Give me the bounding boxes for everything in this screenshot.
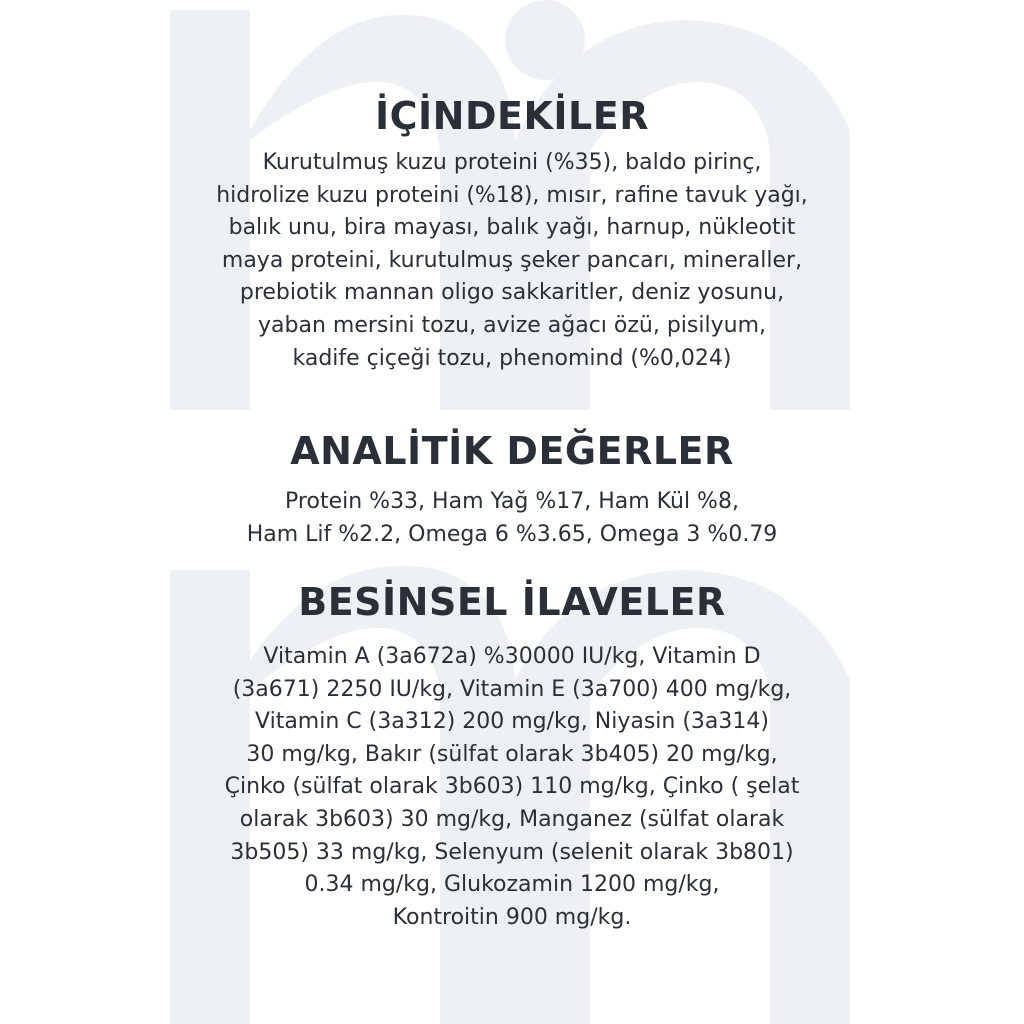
ingredients-line: maya proteini, kurutulmuş şeker pancarı, mineraller, [221, 247, 803, 273]
analytic-heading: ANALİTİK DEĞERLER [290, 429, 734, 473]
ingredients-line: Kurutulmuş kuzu proteini (%35), baldo pirinç, [262, 150, 762, 175]
additives-line: Vitamin A (3a672a) %30000 IU/kg, Vitamin D [263, 644, 761, 669]
additives-line: Kontroitin 900 mg/kg. [392, 904, 632, 930]
additives-section [120, 579, 904, 934]
analytic-line: Ham Lif %2.2, Omega 6 %3.65, Omega 3 %0.79 [246, 521, 778, 547]
additives-line: olarak 3b603) 30 mg/kg, Manganez (sülfat olarak [239, 806, 785, 832]
additives-line: Vitamin C (3a312) 200 mg/kg, Niyasin (3a314) [255, 709, 769, 735]
ingredients-line: prebiotik mannan oligo sakkaritler, deniz yosunu, [239, 280, 785, 306]
analytic-text [120, 486, 904, 551]
additives-line: 0.34 mg/kg, Glukozamin 1200 mg/kg, [304, 872, 720, 898]
ingredients-line: yaban mersini tozu, avize ağacı özü, pisilyum, [258, 312, 766, 338]
ingredients-line: kadife çiçeği tozu, phenomind (%0,024) [292, 345, 732, 371]
additives-heading: BESİNSEL İLAVELER [298, 580, 726, 624]
ingredients-line: balık unu, bira mayası, balık yağı, harnup, nükleotit [228, 215, 796, 241]
ingredients-line: hidrolize kuzu proteini (%18), mısır, rafine tavuk yağı, [216, 182, 808, 208]
ingredients-section [120, 93, 904, 375]
ingredients-text [120, 147, 904, 375]
analytic-section [120, 428, 904, 551]
additives-line: Çinko (sülfat olarak 3b603) 110 mg/kg, Çinko ( şelat [224, 774, 800, 800]
additives-line: (3a671) 2250 IU/kg, Vitamin E (3a700) 400 mg/kg, [232, 676, 792, 702]
ingredients-heading: İÇİNDEKİLER [375, 94, 649, 138]
additives-line: 30 mg/kg, Bakır (sülfat olarak 3b405) 20 mg/kg, [246, 741, 778, 767]
analytic-line: Protein %33, Ham Yağ %17, Ham Kül %8, [285, 489, 739, 514]
additives-text [120, 641, 904, 934]
additives-line: 3b505) 33 mg/kg, Selenyum (selenit olarak 3b801) [230, 839, 794, 865]
